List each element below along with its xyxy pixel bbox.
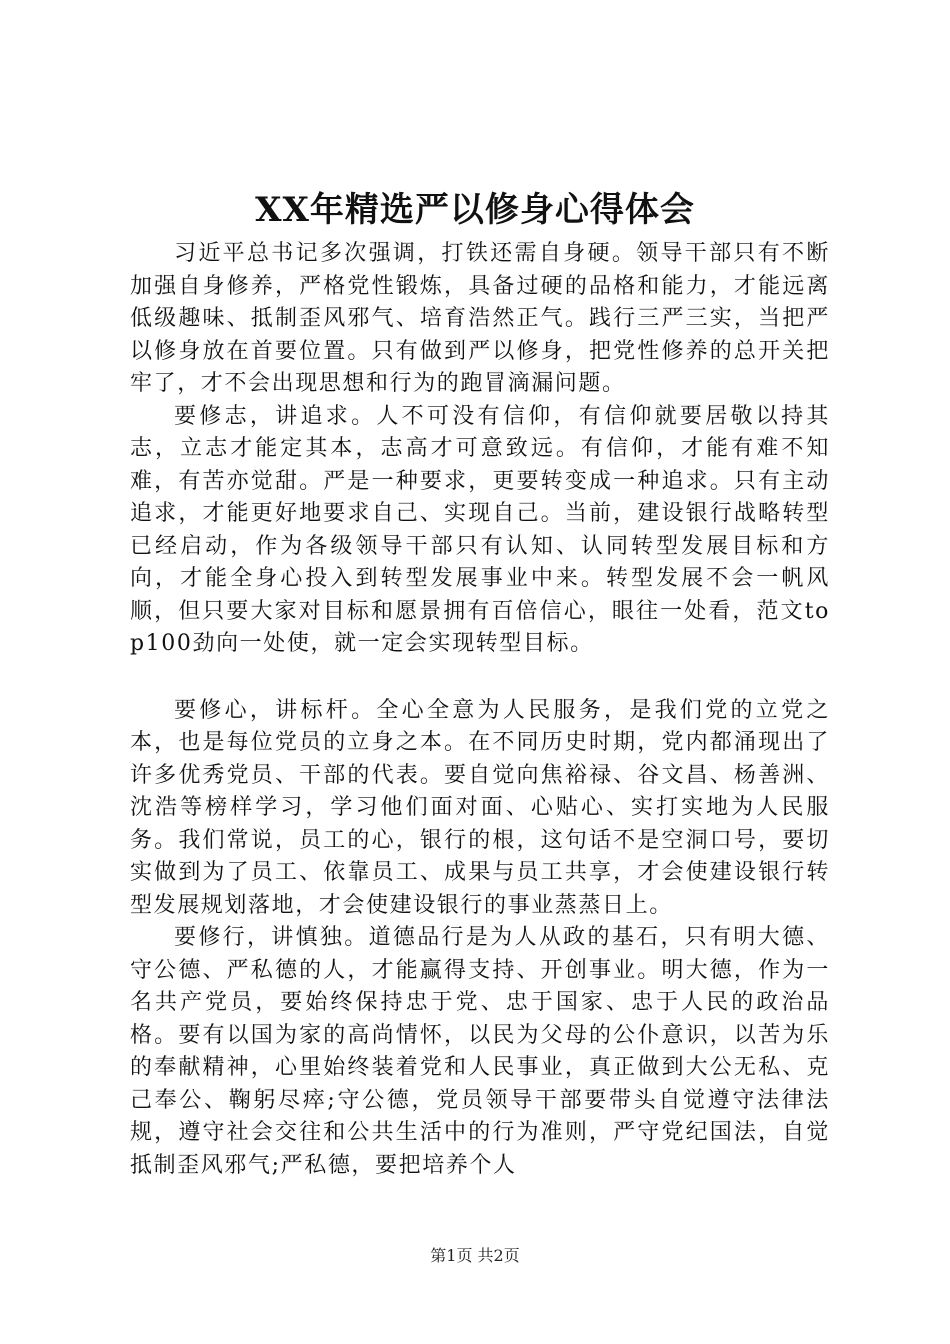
document-body — [130, 238, 830, 1182]
paragraph-1: 习近平总书记多次强调，打铁还需自身硬。领导干部只有不断加强自身修养，严格党性锻炼，具备过硬的品格和能力，才能远离低级趣味、抵制歪风邪气、培育浩然正气。践行三严三实，当把严以修身放在首要位置。只有做到严以修身，把党性修养的总开关把牢了，才不会出现思想和行为的跑冒滴漏问题。 — [130, 241, 830, 396]
document-title: XX年精选严以修身心得体会 — [255, 190, 695, 230]
paragraph-3: 要修心，讲标杆。全心全意为人民服务，是我们党的立党之本，也是每位党员的立身之本。在不同历史时期，党内都涌现出了许多优秀党员、干部的代表。要自觉向焦裕禄、谷文昌、杨善洲、沈浩等榜样学习，学习他们面对面、心贴心、实打实地为人民服务。我们常说，员工的心，银行的根，这句话不是空洞口号，要切实做到为了员工、依靠员工、成果与员工共享，才会使建设银行转型发展规划落地，才会使建设银行的事业蒸蒸日上。 — [130, 697, 830, 918]
paragraph-4: 要修行，讲慎独。道德品行是为人从政的基石，只有明大德、守公德、严私德的人，才能赢得支持、开创事业。明大德，作为一名共产党员，要始终保持忠于党、忠于国家、忠于人民的政治品格。要有以国为家的高尚情怀，以民为父母的公仆意识，以苦为乐的奉献精神，心里始终装着党和人民事业，真正做到大公无私、克己奉公、鞠躬尽瘁;守公德，党员领导干部要带头自觉遵守法律法规，遵守社会交往和公共生活中的行为准则，严守党纪国法，自觉抵制歪风邪气;严私德，要把培养个人 — [130, 925, 830, 1178]
page-number-footer: 第1页 共2页 — [430, 1246, 520, 1265]
paragraph-2: 要修志，讲追求。人不可没有信仰，有信仰就要居敬以持其志，立志才能定其本，志高才可意致远。有信仰，才能有难不知难，有苦亦觉甜。严是一种要求，更要转变成一种追求。只有主动追求，才能更好地要求自己、实现自己。当前，建设银行战略转型已经启动，作为各级领导干部只有认知、认同转型发展目标和方向，才能全身心投入到转型发展事业中来。转型发展不会一帆风顺，但只要大家对目标和愿景拥有百倍信心，眼往一处看，范文top100劲向一处使，就一定会实现转型目标。 — [130, 403, 830, 656]
